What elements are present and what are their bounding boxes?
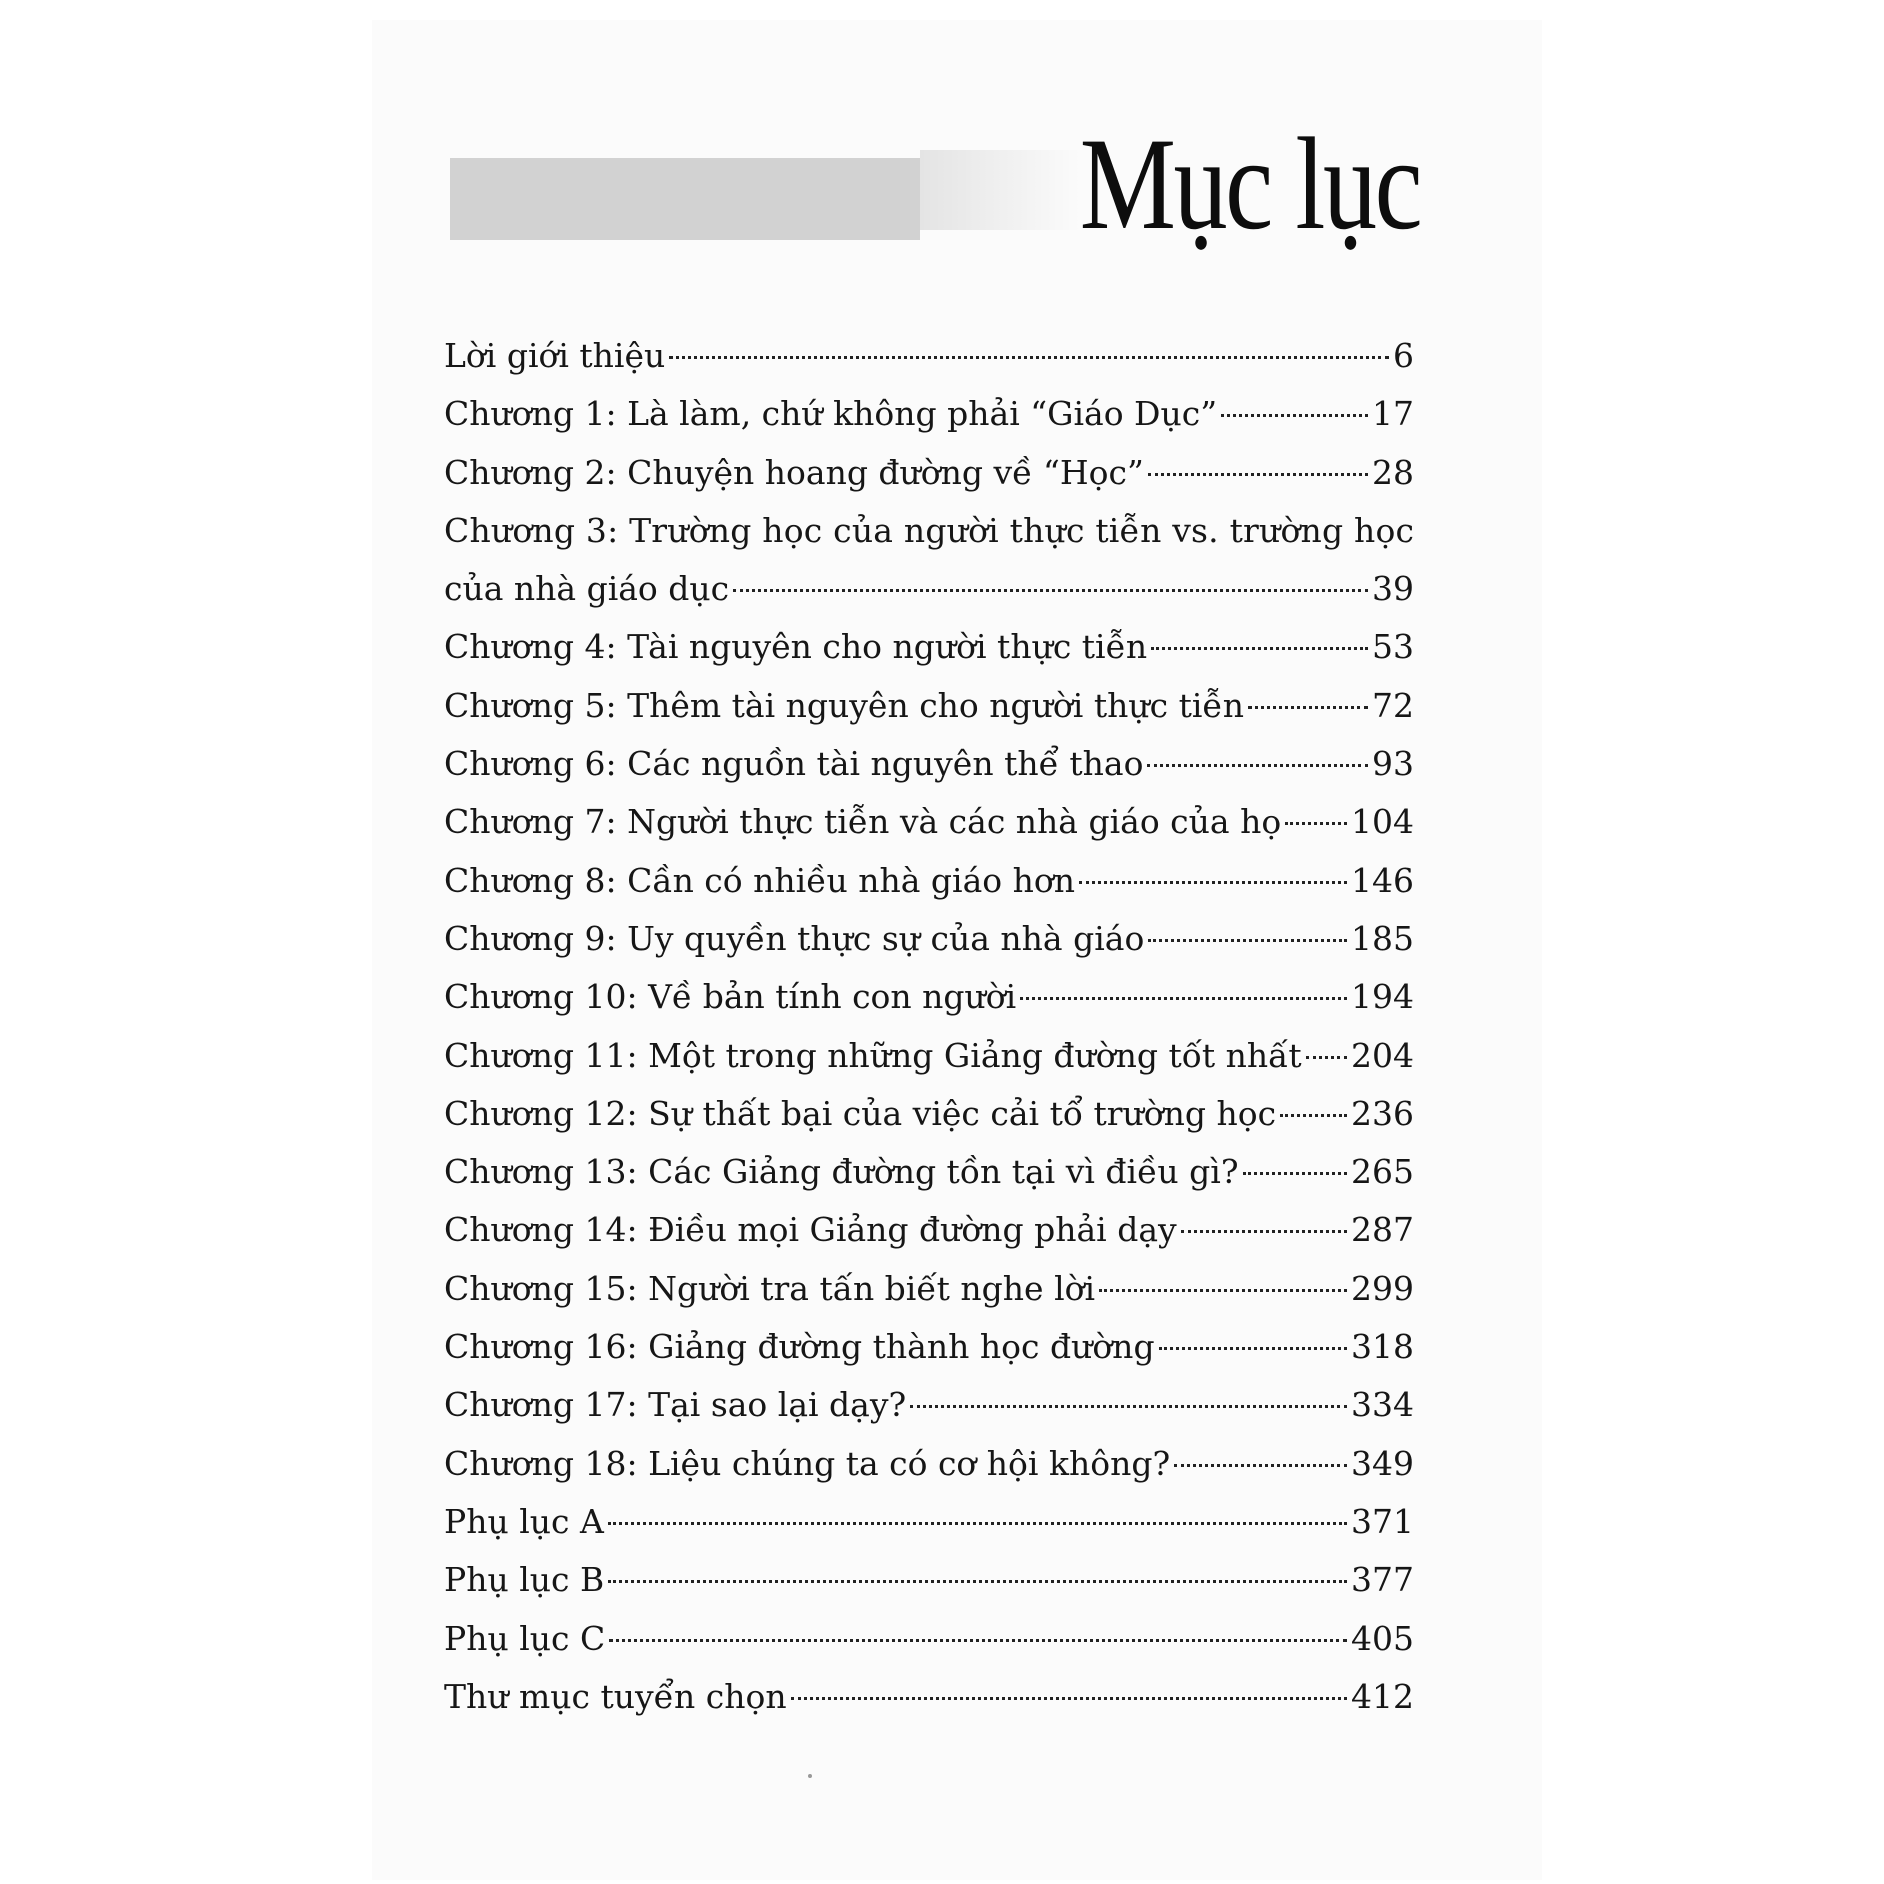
toc-entry-page: 349 (1351, 1443, 1414, 1483)
toc-entry-page: 93 (1372, 744, 1414, 784)
toc-entry (444, 744, 1414, 802)
toc-entry-page: 405 (1351, 1618, 1414, 1658)
dot-leader (791, 1697, 1347, 1700)
toc-entry-page: 185 (1351, 918, 1414, 958)
toc-entry-page: 146 (1351, 860, 1414, 900)
toc-entry-label: Thư mục tuyển chọn (444, 1676, 787, 1716)
table-of-contents (444, 336, 1414, 1735)
toc-entry (444, 861, 1414, 919)
toc-entry-label: Chương 10: Về bản tính con người (444, 977, 1017, 1017)
dot-leader (1174, 1464, 1347, 1467)
toc-entry-page: 72 (1372, 685, 1414, 725)
toc-entry-label: Chương 9: Uy quyền thực sự của nhà giáo (444, 918, 1145, 958)
dot-leader (1243, 1172, 1347, 1175)
dot-leader (733, 589, 1368, 592)
toc-entry (444, 1210, 1414, 1268)
toc-entry (444, 1269, 1414, 1327)
toc-entry-page: 53 (1372, 627, 1414, 667)
toc-entry (444, 1560, 1414, 1618)
dot-leader (1306, 1056, 1347, 1059)
toc-entry-page: 377 (1351, 1560, 1414, 1600)
page-title: Mục lục (1079, 110, 1420, 257)
toc-entry-page: 265 (1351, 1152, 1414, 1192)
toc-entry (444, 1094, 1414, 1152)
toc-entry-page: 318 (1351, 1327, 1414, 1367)
header-band (450, 158, 920, 240)
toc-entry-label: Chương 1: Là làm, chứ không phải “Giáo Dục” (444, 394, 1218, 434)
toc-entry-label: Phụ lục C (444, 1618, 606, 1658)
toc-entry-label: Chương 2: Chuyện hoang đường về “Học” (444, 452, 1144, 492)
toc-entry (444, 394, 1414, 452)
toc-entry-page: 194 (1351, 977, 1414, 1017)
toc-entry (444, 802, 1414, 860)
toc-entry-line2 (444, 569, 1414, 627)
toc-entry-label: Chương 16: Giảng đường thành học đường (444, 1327, 1155, 1367)
toc-entry-page: 39 (1372, 569, 1414, 609)
dot-leader (1248, 706, 1368, 709)
toc-entry-label: Chương 3: Trường học của người thực tiễn vs. trường học (444, 510, 1415, 550)
toc-entry-label: Chương 8: Cần có nhiều nhà giáo hơn (444, 860, 1076, 900)
toc-entry (444, 453, 1414, 511)
toc-entry-label: Chương 18: Liệu chúng ta có cơ hội không? (444, 1443, 1171, 1483)
toc-entry-label: Chương 5: Thêm tài nguyên cho người thực tiễn (444, 685, 1244, 725)
toc-entry (444, 1444, 1414, 1502)
toc-entry-label: Chương 6: Các nguồn tài nguyên thể thao (444, 744, 1144, 784)
dot-leader (1147, 764, 1368, 767)
dot-leader (608, 1580, 1347, 1583)
toc-entry-label: Chương 11: Một trong những Giảng đường tốt nhất (444, 1035, 1302, 1075)
toc-entry (444, 1385, 1414, 1443)
toc-entry (444, 1677, 1414, 1735)
toc-entry (444, 1152, 1414, 1210)
toc-entry-page: 371 (1351, 1501, 1414, 1541)
toc-entry-label: Chương 7: Người thực tiễn và các nhà giáo của họ (444, 802, 1282, 842)
toc-entry-label: Chương 17: Tại sao lại dạy? (444, 1385, 907, 1425)
dot-leader (1151, 647, 1368, 650)
dot-leader (609, 1639, 1347, 1642)
toc-entry-label: của nhà giáo dục (444, 569, 730, 609)
dot-leader (1148, 939, 1347, 942)
dot-leader (1099, 1289, 1347, 1292)
dot-leader (1079, 881, 1347, 884)
toc-entry-page: 334 (1351, 1385, 1414, 1425)
toc-entry (444, 919, 1414, 977)
toc-entry-line1 (444, 511, 1414, 569)
toc-entry (444, 627, 1414, 685)
toc-entry-label: Chương 13: Các Giảng đường tồn tại vì điều gì? (444, 1152, 1239, 1192)
header-band-fade (920, 150, 1080, 230)
toc-entry-label: Chương 14: Điều mọi Giảng đường phải dạy (444, 1210, 1177, 1250)
toc-entry-page: 287 (1351, 1210, 1414, 1250)
toc-entry-label: Lời giới thiệu (444, 336, 666, 375)
toc-entry-page: 204 (1351, 1035, 1414, 1075)
dot-leader (910, 1405, 1347, 1408)
toc-entry-page: 28 (1372, 452, 1414, 492)
dot-leader (1020, 997, 1347, 1000)
scan-speck (808, 1774, 812, 1778)
dot-leader (1159, 1347, 1347, 1350)
toc-entry-label: Chương 4: Tài nguyên cho người thực tiễn (444, 627, 1148, 667)
dot-leader (669, 356, 1389, 359)
toc-entry-page: 104 (1351, 802, 1414, 842)
toc-entry-label: Phụ lục A (444, 1501, 604, 1541)
toc-entry-label: Phụ lục B (444, 1560, 605, 1600)
toc-entry-page: 6 (1393, 336, 1414, 375)
toc-entry (444, 977, 1414, 1035)
dot-leader (1280, 1114, 1347, 1117)
toc-entry-page: 299 (1351, 1268, 1414, 1308)
toc-entry-page: 236 (1351, 1093, 1414, 1133)
toc-entry-page: 17 (1372, 394, 1414, 434)
toc-entry-label: Chương 12: Sự thất bại của việc cải tổ trường học (444, 1093, 1277, 1133)
toc-entry (444, 1619, 1414, 1677)
toc-entry (444, 336, 1414, 394)
dot-leader (1148, 473, 1368, 476)
toc-entry (444, 686, 1414, 744)
dot-leader (608, 1522, 1347, 1525)
toc-entry-label: Chương 15: Người tra tấn biết nghe lời (444, 1268, 1096, 1308)
dot-leader (1221, 414, 1368, 417)
toc-entry (444, 1036, 1414, 1094)
toc-entry (444, 1327, 1414, 1385)
dot-leader (1181, 1230, 1347, 1233)
toc-entry (444, 1502, 1414, 1560)
dot-leader (1285, 822, 1347, 825)
toc-entry-page: 412 (1351, 1676, 1414, 1716)
